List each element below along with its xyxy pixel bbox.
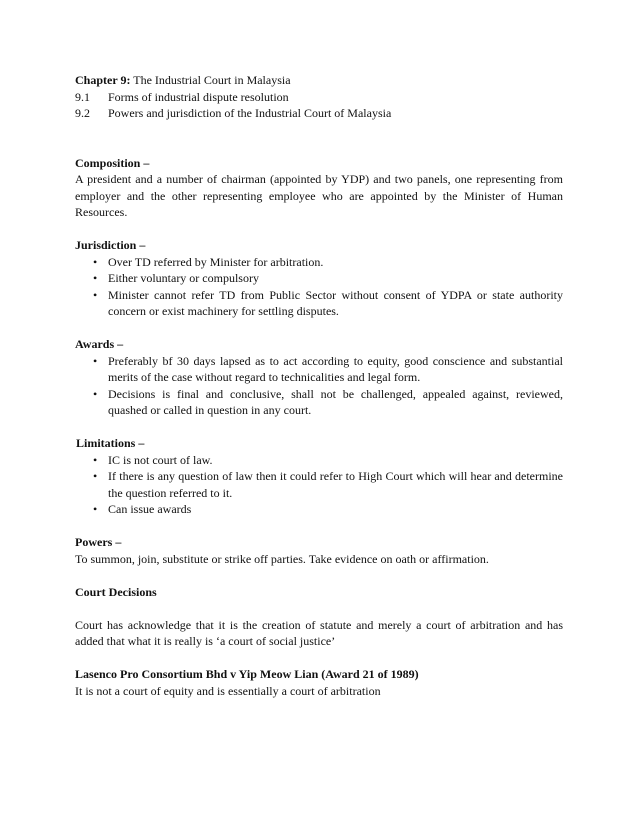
list-item <box>75 386 563 419</box>
chapter-item-number: 9.2 <box>75 106 90 120</box>
court-decisions-text: Court has acknowledge that it is the creation of statute and merely a court of arbitration and has added that what it is really is ‘a court of social justice’ <box>75 617 563 648</box>
bullet-icon: • <box>93 386 98 401</box>
bullet-icon: • <box>93 271 98 285</box>
limitations-list <box>75 452 563 518</box>
chapter-item <box>75 89 563 106</box>
list-item-text: IC is not court of law. <box>108 452 213 467</box>
list-item-text: If there is any question of law then it could refer to High Court which will hear and determine the question referred to it. <box>108 469 563 500</box>
powers-text: To summon, join, substitute or strike off parties. Take evidence on oath or affirmation. <box>75 551 489 566</box>
composition-heading: Composition – <box>75 155 150 170</box>
document-page <box>75 72 563 699</box>
chapter-item <box>75 105 563 122</box>
jurisdiction-list <box>75 254 563 320</box>
bullet-icon: • <box>93 353 98 368</box>
list-item <box>75 452 563 469</box>
list-item-text: Over TD referred by Minister for arbitration. <box>108 254 324 269</box>
list-item <box>75 501 563 518</box>
list-item-text: Minister cannot refer TD from Public Sector without consent of YDPA or state authority concern or exist machinery for settling disputes. <box>108 287 563 318</box>
chapter-label: Chapter 9: <box>75 73 131 87</box>
list-item-text: Either voluntary or compulsory <box>108 271 259 285</box>
list-item <box>75 287 563 320</box>
chapter-item-text: Powers and jurisdiction of the Industrial Court of Malaysia <box>108 106 392 120</box>
jurisdiction-heading: Jurisdiction – <box>75 238 146 252</box>
composition-text: A president and a number of chairman (appointed by YDP) and two panels, one representing from employer and the other representing employee who are appointed by the Minister of Human Resources. <box>75 172 563 219</box>
list-item-text: Decisions is final and conclusive, shall not be challenged, appealed against, reviewed, quashed or called in question in any court. <box>108 386 563 417</box>
chapter-item-text: Forms of industrial dispute resolution <box>108 89 289 104</box>
chapter-title: The Industrial Court in Malaysia <box>133 73 291 87</box>
awards-list <box>75 353 563 419</box>
list-item <box>75 353 563 386</box>
bullet-icon: • <box>93 452 98 467</box>
bullet-icon: • <box>93 254 98 269</box>
awards-heading: Awards – <box>75 337 124 351</box>
powers-heading: Powers – <box>75 535 122 549</box>
list-item <box>75 270 563 287</box>
case-text: It is not a court of equity and is essentially a court of arbitration <box>75 683 381 698</box>
chapter-item-number: 9.1 <box>75 89 90 104</box>
bullet-icon: • <box>93 287 98 302</box>
case-title: Lasenco Pro Consortium Bhd v Yip Meow Lian (Award 21 of 1989) <box>75 667 419 681</box>
list-item <box>75 468 563 501</box>
court-decisions-heading: Court Decisions <box>75 584 157 599</box>
bullet-icon: • <box>93 469 98 483</box>
bullet-icon: • <box>93 502 98 516</box>
list-item-text: Can issue awards <box>108 502 192 516</box>
list-item <box>75 254 563 271</box>
list-item-text: Preferably bf 30 days lapsed as to act according to equity, good conscience and substantial merits of the case without regard to technicalities and legal form. <box>108 353 563 384</box>
limitations-heading: Limitations – <box>76 436 145 450</box>
chapter-heading <box>75 72 563 89</box>
